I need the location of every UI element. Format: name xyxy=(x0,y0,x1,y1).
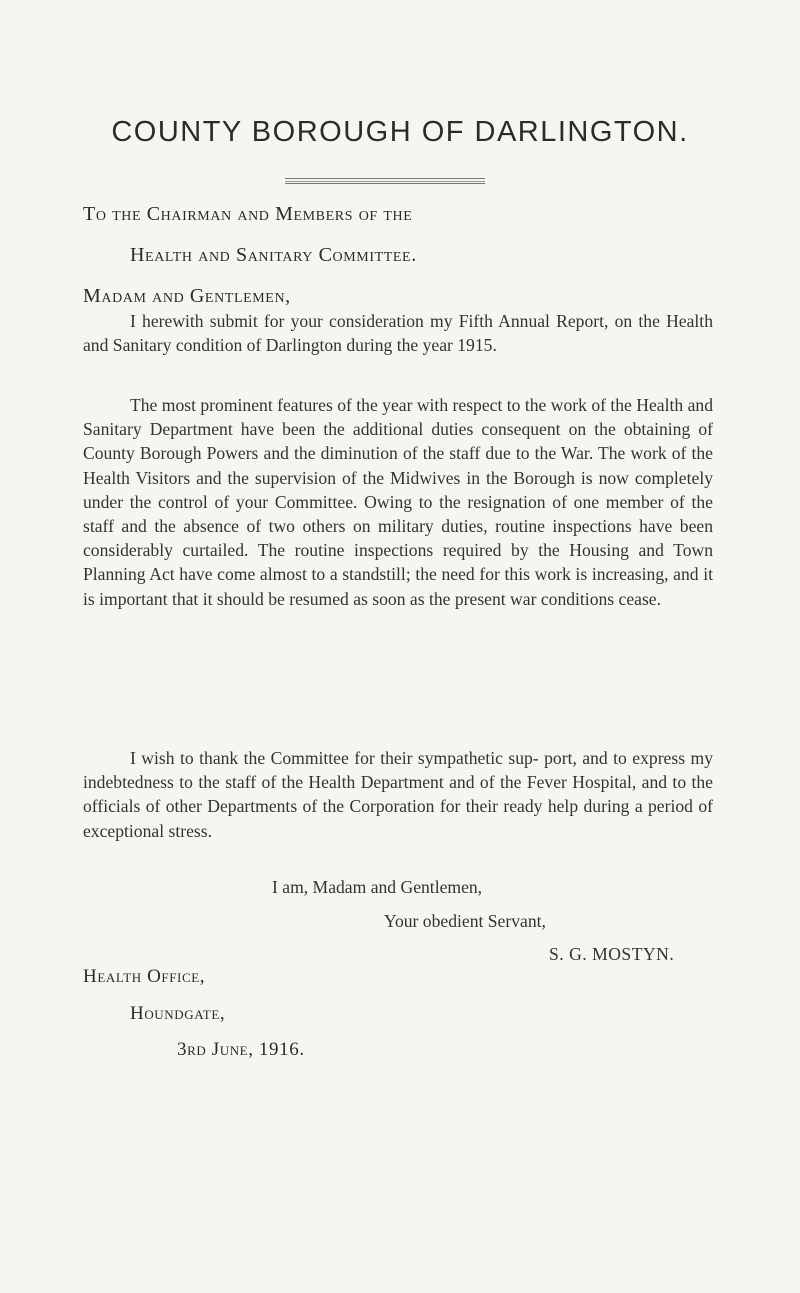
closing-line-2: Your obedient Servant, xyxy=(384,911,546,931)
paragraph-intro: I herewith submit for your consideration my Fifth Annual Report, on the Health and Sanitary condition of Darlington during the year 1915. xyxy=(83,311,713,356)
addressee-line-2: Health and Sanitary Committee. xyxy=(130,244,417,266)
title-divider xyxy=(285,178,485,184)
addressee-line-1: To the Chairman and Members of the xyxy=(83,203,413,225)
signature: S. G. MOSTYN. xyxy=(549,944,675,964)
paragraph-features: The most prominent features of the year with respect to the work of the Health and Sanitary Department have been the additional duties consequent on the obtaining of County Borough Powers and the diminution of the staff due to the War. The work of the Health Visitors and the supervision of the Midwives in the Borough is now completely under the control of your Committee. Owing to the resignation of one member of the staff and the absence of two others on military duties, routine inspections have been considerably curtailed. The routine inspections required by the Housing and Town Planning Act have come almost to a standstill; the need for this work is increasing, and it is important that it should be resumed as soon as the present war conditions cease. xyxy=(83,395,713,609)
sender-street: Houndgate, xyxy=(130,1003,226,1024)
sender-office: Health Office, xyxy=(83,966,206,987)
page-title: COUNTY BOROUGH OF DARLINGTON. xyxy=(111,116,689,148)
salutation: Madam and Gentlemen, xyxy=(83,285,291,307)
paragraph-thanks: I wish to thank the Committee for their sympathetic sup- port, and to express my indebtedness to the staff of the Health Department and of the Fever Hospital, and to the officials of other Departments of the Corporation for their ready help during a period of exceptional stress. xyxy=(83,748,713,841)
letter-date: 3rd June, 1916. xyxy=(177,1039,305,1060)
closing-line-1: I am, Madam and Gentlemen, xyxy=(272,877,483,897)
